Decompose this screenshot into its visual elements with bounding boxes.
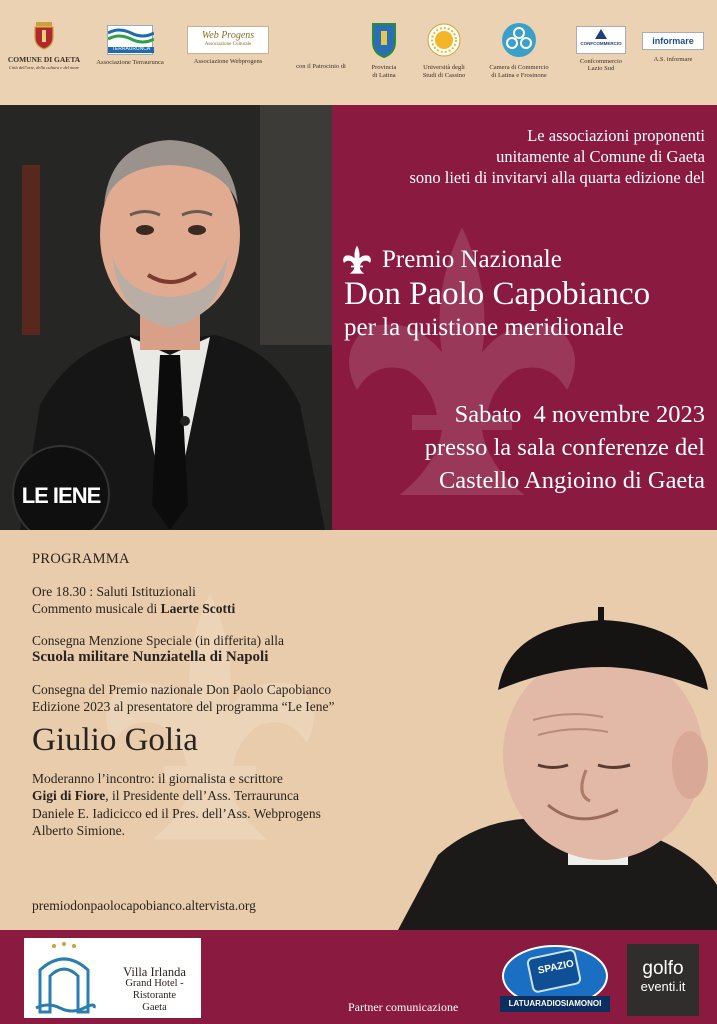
intro-line: sono lieti di invitarvi alla quarta edizione del (409, 168, 705, 187)
programma-section (32, 551, 452, 854)
programma-line: Daniele E. Iadicicco ed il Pres. dell’Ass. Webprogens (32, 805, 321, 821)
logo-caption: di Latina (372, 71, 396, 79)
logo-provincia-di-latina (360, 22, 408, 79)
informare-logo-icon: informare (642, 32, 704, 50)
villa-line: Gaeta (142, 1002, 167, 1013)
invitation-panel (332, 105, 717, 530)
programma-title: PROGRAMMA (32, 551, 130, 567)
event-date-venue (425, 398, 705, 497)
provincia-shield-icon (369, 22, 399, 58)
logo-caption: con il Patrocinio di (296, 63, 346, 70)
webprogens-logo-icon (187, 26, 269, 54)
radio-name: LATUARADIOSIAMONOI (508, 999, 602, 1008)
logo-caption: COMUNE DI GAETA (7, 55, 81, 65)
award-title (340, 245, 650, 343)
webprogens-logo-text: Web Progens (201, 30, 255, 41)
award-prefix: Premio Nazionale (382, 246, 562, 273)
programma-line: Consegna Menzione Speciale (in differita) alla (32, 632, 285, 648)
gaeta-coat-of-arms-icon (33, 22, 55, 50)
logo-terraurunca (88, 25, 172, 66)
webprogens-logo-sub: Associazione Culturale (204, 41, 252, 47)
logo-confcommercio (568, 26, 634, 73)
logo-caption: A.S. informare (653, 56, 693, 63)
moderator-name: Gigi di Fiore (32, 788, 106, 803)
programma-line: Ore 18.30 : Saluti Istituzionali (32, 583, 196, 599)
logo-caption: Università degli (423, 64, 465, 72)
special-mention-recipient: Scuola militare Nunziatella di Napoli (32, 649, 269, 665)
logo-caption: Provincia (371, 64, 397, 72)
logo-caption: Confcommercio (579, 58, 623, 65)
programma-line: Moderanno l’incontro: il giornalista e scrittore (32, 770, 283, 786)
programma-line: Edizione 2023 al presentatore del programma “Le Iene” (32, 699, 335, 714)
musician-name: Laerte Scotti (160, 601, 236, 616)
villa-arch-icon (32, 942, 96, 1014)
logo-caption: di Latina e Frosinone (491, 71, 547, 79)
programma-line: , il Presidente dell’Ass. Terraurunca (105, 788, 299, 803)
partner-label: Partner comunicazione (348, 1000, 459, 1014)
logo-caption: Associazione Terraurunca (96, 59, 164, 66)
priest-portrait-illustration (398, 605, 717, 930)
terraurunca-wave-icon (107, 25, 153, 55)
programma-item (32, 632, 452, 667)
logo-caption: Associazione Webprogens (193, 58, 263, 65)
fleur-de-lis-icon (340, 245, 374, 275)
confcommercio-logo-text: CONFCOMMERCIO (580, 41, 622, 47)
intro-text (409, 125, 705, 188)
logo-subcaption: Città dell'arte, della cultura e del mare (8, 65, 80, 71)
partner-logo-bar (0, 0, 717, 105)
logo-universita-cassino (414, 22, 474, 79)
photo-don-paolo-capobianco (398, 605, 717, 930)
logo-caption: Camera di Commercio (489, 64, 549, 72)
logo-caption: Studi di Cassino (422, 71, 466, 79)
hero-photo-giulio-golia (0, 105, 332, 530)
radio-badge-label: SPAZIO (537, 958, 575, 977)
programma-item (32, 583, 452, 618)
logo-webprogens (180, 26, 276, 65)
event-venue-line: Castello Angioino di Gaeta (438, 467, 705, 494)
golfo-logo-top: golfo (642, 958, 684, 979)
programma-line: Consegna del Premio nazionale Don Paolo Capobianco (32, 681, 332, 697)
villa-name: Villa Irlanda (123, 965, 186, 979)
camera-commercio-knot-icon (501, 22, 537, 58)
event-venue-line: presso la sala conferenze del (424, 434, 705, 461)
logo-camera-di-commercio (484, 22, 554, 79)
logo-caption: Lazio Sud (587, 65, 615, 73)
winner-name: Giulio Golia (32, 721, 198, 758)
villa-line: Grand Hotel - Ristorante (125, 978, 184, 1001)
university-sun-icon (426, 22, 462, 58)
confcommercio-logo-icon (576, 26, 626, 54)
golfo-eventi-logo (627, 944, 699, 1016)
programma-line: Commento musicale di (32, 601, 161, 616)
logo-as-informare (640, 32, 706, 63)
spazio-radio-logo (500, 942, 610, 1019)
le-iene-logo: LE IENE (12, 445, 110, 530)
villa-text (108, 966, 201, 1014)
golfo-logo-bottom: eventi.it (640, 979, 686, 994)
footer-sponsors (0, 930, 717, 1024)
website-link[interactable]: premiodonpaolocapobianco.altervista.org (32, 898, 256, 913)
patrocinio-label (286, 63, 356, 70)
award-name: Don Paolo Capobianco (344, 276, 651, 312)
logo-comune-di-gaeta (6, 22, 82, 70)
programma-line: Alberto Simione. (32, 823, 125, 838)
award-subtitle: per la quistione meridionale (344, 314, 624, 341)
programma-item (32, 681, 452, 716)
event-date: Sabato 4 novembre 2023 (454, 401, 705, 428)
villa-irlanda-logo (24, 938, 201, 1018)
terraurunca-logo-text: TERRAURUNCA (108, 47, 154, 53)
intro-line: Le associazioni proponenti (527, 126, 705, 145)
intro-line: unitamente al Comune di Gaeta (496, 147, 705, 166)
programma-item (32, 770, 452, 840)
